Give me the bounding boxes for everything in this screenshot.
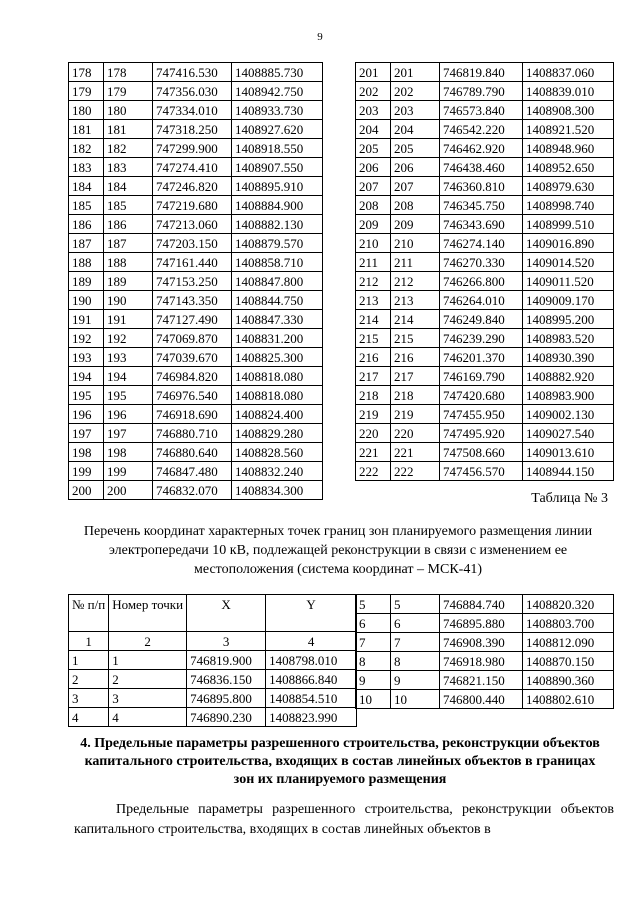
x-coordinate-cell: 747203.150: [153, 234, 232, 253]
y-coordinate-cell: 1409011.520: [523, 272, 614, 291]
point-id-cell: 192: [104, 329, 153, 348]
y-coordinate-cell: 1409014.520: [523, 253, 614, 272]
point-number-cell: 202: [356, 82, 391, 101]
point-number-cell: 198: [69, 443, 104, 462]
y-coordinate-cell: 1408847.330: [232, 310, 323, 329]
table-numbering-row: [69, 632, 357, 651]
table-row: [356, 348, 614, 367]
table-row: [356, 101, 614, 120]
table-row: [356, 253, 614, 272]
point-id-cell: 221: [391, 443, 440, 462]
point-id-cell: 191: [104, 310, 153, 329]
point-id-cell: 204: [391, 120, 440, 139]
x-coordinate-cell: 746274.140: [440, 234, 523, 253]
table-header-row: [69, 595, 357, 632]
point-number-cell: 217: [356, 367, 391, 386]
x-coordinate-cell: 747495.920: [440, 424, 523, 443]
table-row: [356, 177, 614, 196]
point-number-cell: 199: [69, 462, 104, 481]
table-row: [356, 310, 614, 329]
point-number-cell: 187: [69, 234, 104, 253]
header-number: № п/п: [69, 595, 109, 632]
point-id-cell: 183: [104, 158, 153, 177]
x-coordinate-cell: 747039.670: [153, 348, 232, 367]
y-coordinate-cell: 1408918.550: [232, 139, 323, 158]
y-coordinate-cell: 1408933.730: [232, 101, 323, 120]
table-row: [356, 329, 614, 348]
x-coordinate-cell: 747153.250: [153, 272, 232, 291]
point-number-cell: 206: [356, 158, 391, 177]
table-row: [69, 367, 323, 386]
point-id-cell: 216: [391, 348, 440, 367]
table-title: Перечень координат характерных точек границ зон планируемого размещения линии электропередачи 10 кВ, подлежащей реконструкции в связи с изменением ее местоположения (система координат – МСК-41): [83, 524, 593, 577]
x-coordinate-cell: 746343.690: [440, 215, 523, 234]
point-id-cell: 9: [391, 671, 440, 690]
y-coordinate-cell: 1408847.800: [232, 272, 323, 291]
y-coordinate-cell: 1408890.360: [523, 671, 614, 690]
x-coordinate-cell: 746239.290: [440, 329, 523, 348]
x-coordinate-cell: 746360.810: [440, 177, 523, 196]
table-row: [356, 595, 614, 614]
y-coordinate-cell: 1409027.540: [523, 424, 614, 443]
y-coordinate-cell: 1408803.700: [523, 614, 614, 633]
y-coordinate-cell: 1408834.300: [232, 481, 323, 500]
numbering-cell: 3: [187, 632, 266, 651]
y-coordinate-cell: 1408930.390: [523, 348, 614, 367]
y-coordinate-cell: 1408907.550: [232, 158, 323, 177]
x-coordinate-cell: 747508.660: [440, 443, 523, 462]
point-number-cell: 214: [356, 310, 391, 329]
y-coordinate-cell: 1408812.090: [523, 633, 614, 652]
point-number-cell: 213: [356, 291, 391, 310]
point-number-cell: 185: [69, 196, 104, 215]
point-number-cell: 6: [356, 614, 391, 633]
point-id-cell: 180: [104, 101, 153, 120]
coordinates-table-3-left: [68, 594, 357, 727]
table-caption: Таблица № 3: [531, 491, 608, 506]
point-number-cell: 200: [69, 481, 104, 500]
table-row: [356, 139, 614, 158]
point-number-cell: 7: [356, 633, 391, 652]
point-id-cell: 181: [104, 120, 153, 139]
point-id-cell: 182: [104, 139, 153, 158]
table-row: [356, 671, 614, 690]
point-number-cell: 1: [69, 651, 109, 670]
point-number-cell: 201: [356, 63, 391, 82]
point-number-cell: 207: [356, 177, 391, 196]
point-id-cell: 220: [391, 424, 440, 443]
table-row: [69, 139, 323, 158]
x-coordinate-cell: 746266.800: [440, 272, 523, 291]
point-id-cell: 202: [391, 82, 440, 101]
x-coordinate-cell: 747455.950: [440, 405, 523, 424]
point-id-cell: 184: [104, 177, 153, 196]
coordinates-table-top-left: [68, 62, 323, 500]
y-coordinate-cell: 1408824.400: [232, 405, 323, 424]
table-body: [69, 651, 357, 727]
x-coordinate-cell: 746984.820: [153, 367, 232, 386]
table-row: [69, 443, 323, 462]
point-id-cell: 10: [391, 690, 440, 709]
point-number-cell: 5: [356, 595, 391, 614]
table-row: [69, 234, 323, 253]
x-coordinate-cell: 747143.350: [153, 291, 232, 310]
coordinates-table-top-right: [355, 62, 614, 481]
table-row: [69, 215, 323, 234]
point-number-cell: 222: [356, 462, 391, 481]
point-id-cell: 195: [104, 386, 153, 405]
point-id-cell: 3: [109, 689, 187, 708]
x-coordinate-cell: 746264.010: [440, 291, 523, 310]
point-id-cell: 2: [109, 670, 187, 689]
point-number-cell: 10: [356, 690, 391, 709]
point-id-cell: 193: [104, 348, 153, 367]
x-coordinate-cell: 746836.150: [187, 670, 266, 689]
table-row: [356, 633, 614, 652]
table-row: [69, 670, 357, 689]
point-number-cell: 208: [356, 196, 391, 215]
point-number-cell: 180: [69, 101, 104, 120]
table-row: [69, 272, 323, 291]
table-row: [356, 405, 614, 424]
point-id-cell: 205: [391, 139, 440, 158]
y-coordinate-cell: 1408921.520: [523, 120, 614, 139]
point-id-cell: 4: [109, 708, 187, 727]
table-row: [69, 82, 323, 101]
table-row: [356, 120, 614, 139]
point-id-cell: 222: [391, 462, 440, 481]
point-number-cell: 178: [69, 63, 104, 82]
y-coordinate-cell: 1408837.060: [523, 63, 614, 82]
table-row: [356, 443, 614, 462]
y-coordinate-cell: 1409009.170: [523, 291, 614, 310]
point-number-cell: 211: [356, 253, 391, 272]
y-coordinate-cell: 1408885.730: [232, 63, 323, 82]
y-coordinate-cell: 1408948.960: [523, 139, 614, 158]
point-id-cell: 206: [391, 158, 440, 177]
y-coordinate-cell: 1409013.610: [523, 443, 614, 462]
point-id-cell: 201: [391, 63, 440, 82]
y-coordinate-cell: 1408983.520: [523, 329, 614, 348]
point-number-cell: 9: [356, 671, 391, 690]
table-row: [69, 481, 323, 500]
x-coordinate-cell: 746270.330: [440, 253, 523, 272]
y-coordinate-cell: 1408998.740: [523, 196, 614, 215]
y-coordinate-cell: 1408828.560: [232, 443, 323, 462]
y-coordinate-cell: 1408831.200: [232, 329, 323, 348]
point-number-cell: 3: [69, 689, 109, 708]
x-coordinate-cell: 746976.540: [153, 386, 232, 405]
table-row: [356, 424, 614, 443]
x-coordinate-cell: 747213.060: [153, 215, 232, 234]
point-id-cell: 207: [391, 177, 440, 196]
point-number-cell: 186: [69, 215, 104, 234]
point-id-cell: 185: [104, 196, 153, 215]
x-coordinate-cell: 747299.900: [153, 139, 232, 158]
y-coordinate-cell: 1408999.510: [523, 215, 614, 234]
header-x: X: [187, 595, 266, 632]
point-number-cell: 190: [69, 291, 104, 310]
x-coordinate-cell: 746832.070: [153, 481, 232, 500]
y-coordinate-cell: 1408832.240: [232, 462, 323, 481]
y-coordinate-cell: 1408839.010: [523, 82, 614, 101]
point-id-cell: 199: [104, 462, 153, 481]
y-coordinate-cell: 1408844.750: [232, 291, 323, 310]
table-row: [69, 177, 323, 196]
point-number-cell: 184: [69, 177, 104, 196]
x-coordinate-cell: 746895.880: [440, 614, 523, 633]
x-coordinate-cell: 746819.900: [187, 651, 266, 670]
table-row: [69, 196, 323, 215]
table-row: [356, 690, 614, 709]
y-coordinate-cell: 1408870.150: [523, 652, 614, 671]
x-coordinate-cell: 746819.840: [440, 63, 523, 82]
y-coordinate-cell: 1408979.630: [523, 177, 614, 196]
point-number-cell: 194: [69, 367, 104, 386]
x-coordinate-cell: 746895.800: [187, 689, 266, 708]
table-body: [356, 595, 614, 709]
point-id-cell: 189: [104, 272, 153, 291]
point-id-cell: 215: [391, 329, 440, 348]
x-coordinate-cell: 746918.690: [153, 405, 232, 424]
point-number-cell: 4: [69, 708, 109, 727]
y-coordinate-cell: 1408818.080: [232, 386, 323, 405]
point-number-cell: 192: [69, 329, 104, 348]
table-row: [356, 386, 614, 405]
point-number-cell: 204: [356, 120, 391, 139]
y-coordinate-cell: 1408820.320: [523, 595, 614, 614]
x-coordinate-cell: 746908.390: [440, 633, 523, 652]
table-row: [69, 386, 323, 405]
x-coordinate-cell: 747416.530: [153, 63, 232, 82]
y-coordinate-cell: 1409002.130: [523, 405, 614, 424]
x-coordinate-cell: 746249.840: [440, 310, 523, 329]
point-id-cell: 218: [391, 386, 440, 405]
y-coordinate-cell: 1408995.200: [523, 310, 614, 329]
point-id-cell: 187: [104, 234, 153, 253]
point-number-cell: 205: [356, 139, 391, 158]
y-coordinate-cell: 1408823.990: [266, 708, 357, 727]
header-y: Y: [266, 595, 357, 632]
coordinates-table-3-right: [355, 594, 614, 709]
point-id-cell: 217: [391, 367, 440, 386]
point-id-cell: 194: [104, 367, 153, 386]
x-coordinate-cell: 747318.250: [153, 120, 232, 139]
point-number-cell: 212: [356, 272, 391, 291]
y-coordinate-cell: 1408798.010: [266, 651, 357, 670]
point-number-cell: 209: [356, 215, 391, 234]
point-number-cell: 181: [69, 120, 104, 139]
table-row: [356, 63, 614, 82]
table-row: [69, 253, 323, 272]
point-number-cell: 218: [356, 386, 391, 405]
x-coordinate-cell: 746573.840: [440, 101, 523, 120]
point-number-cell: 196: [69, 405, 104, 424]
numbering-cell: 2: [109, 632, 187, 651]
table-body: [356, 63, 614, 481]
table-row: [69, 291, 323, 310]
point-id-cell: 214: [391, 310, 440, 329]
point-number-cell: 193: [69, 348, 104, 367]
table-row: [356, 158, 614, 177]
x-coordinate-cell: 746789.790: [440, 82, 523, 101]
point-number-cell: 2: [69, 670, 109, 689]
x-coordinate-cell: 746201.370: [440, 348, 523, 367]
x-coordinate-cell: 747219.680: [153, 196, 232, 215]
point-id-cell: 1: [109, 651, 187, 670]
point-id-cell: 188: [104, 253, 153, 272]
y-coordinate-cell: 1408884.900: [232, 196, 323, 215]
y-coordinate-cell: 1408882.920: [523, 367, 614, 386]
x-coordinate-cell: 746438.460: [440, 158, 523, 177]
table-row: [69, 348, 323, 367]
point-number-cell: 219: [356, 405, 391, 424]
point-number-cell: 183: [69, 158, 104, 177]
x-coordinate-cell: 746542.220: [440, 120, 523, 139]
body-paragraph: Предельные параметры разрешенного строительства, реконструкции объектов капитального строительства, входящих в состав линейных объектов в: [74, 802, 614, 837]
point-id-cell: 186: [104, 215, 153, 234]
table-row: [356, 196, 614, 215]
point-id-cell: 6: [391, 614, 440, 633]
y-coordinate-cell: 1408802.610: [523, 690, 614, 709]
point-id-cell: 178: [104, 63, 153, 82]
table-row: [356, 234, 614, 253]
section-heading: 4. Предельные параметры разрешенного строительства, реконструкции объектов капитального строительства, входящих в состав линейных объектов в границах зон их планируемого размещения: [80, 736, 600, 787]
table-row: [356, 462, 614, 481]
x-coordinate-cell: 746880.640: [153, 443, 232, 462]
y-coordinate-cell: 1408908.300: [523, 101, 614, 120]
y-coordinate-cell: 1408927.620: [232, 120, 323, 139]
x-coordinate-cell: 747334.010: [153, 101, 232, 120]
point-id-cell: 190: [104, 291, 153, 310]
x-coordinate-cell: 747069.870: [153, 329, 232, 348]
point-id-cell: 198: [104, 443, 153, 462]
point-number-cell: 215: [356, 329, 391, 348]
point-number-cell: 216: [356, 348, 391, 367]
point-number-cell: 188: [69, 253, 104, 272]
numbering-cell: 4: [266, 632, 357, 651]
numbering-cell: 1: [69, 632, 109, 651]
point-id-cell: 208: [391, 196, 440, 215]
y-coordinate-cell: 1408825.300: [232, 348, 323, 367]
point-number-cell: 182: [69, 139, 104, 158]
x-coordinate-cell: 746462.920: [440, 139, 523, 158]
x-coordinate-cell: 747161.440: [153, 253, 232, 272]
point-id-cell: 219: [391, 405, 440, 424]
y-coordinate-cell: 1408944.150: [523, 462, 614, 481]
x-coordinate-cell: 746800.440: [440, 690, 523, 709]
point-number-cell: 220: [356, 424, 391, 443]
header-point: Номер точки: [109, 595, 187, 632]
point-id-cell: 209: [391, 215, 440, 234]
point-id-cell: 7: [391, 633, 440, 652]
x-coordinate-cell: 747127.490: [153, 310, 232, 329]
table-body: [69, 63, 323, 500]
table-row: [356, 82, 614, 101]
x-coordinate-cell: 746890.230: [187, 708, 266, 727]
y-coordinate-cell: 1408818.080: [232, 367, 323, 386]
table-row: [69, 689, 357, 708]
y-coordinate-cell: 1409016.890: [523, 234, 614, 253]
table-row: [356, 291, 614, 310]
x-coordinate-cell: 747356.030: [153, 82, 232, 101]
table-row: [69, 708, 357, 727]
table-row: [69, 310, 323, 329]
y-coordinate-cell: 1408983.900: [523, 386, 614, 405]
point-id-cell: 200: [104, 481, 153, 500]
x-coordinate-cell: 746880.710: [153, 424, 232, 443]
y-coordinate-cell: 1408895.910: [232, 177, 323, 196]
point-id-cell: 8: [391, 652, 440, 671]
table-row: [69, 424, 323, 443]
point-number-cell: 179: [69, 82, 104, 101]
page-number: 9: [317, 31, 323, 43]
table-row: [69, 329, 323, 348]
table-row: [69, 405, 323, 424]
x-coordinate-cell: 746884.740: [440, 595, 523, 614]
point-number-cell: 195: [69, 386, 104, 405]
point-number-cell: 197: [69, 424, 104, 443]
point-number-cell: 191: [69, 310, 104, 329]
table-row: [69, 651, 357, 670]
y-coordinate-cell: 1408858.710: [232, 253, 323, 272]
x-coordinate-cell: 746821.150: [440, 671, 523, 690]
x-coordinate-cell: 747274.410: [153, 158, 232, 177]
x-coordinate-cell: 747420.680: [440, 386, 523, 405]
y-coordinate-cell: 1408866.840: [266, 670, 357, 689]
table-row: [356, 215, 614, 234]
table-row: [69, 158, 323, 177]
point-id-cell: 179: [104, 82, 153, 101]
point-id-cell: 196: [104, 405, 153, 424]
y-coordinate-cell: 1408942.750: [232, 82, 323, 101]
point-id-cell: 5: [391, 595, 440, 614]
point-number-cell: 8: [356, 652, 391, 671]
table-row: [356, 367, 614, 386]
y-coordinate-cell: 1408854.510: [266, 689, 357, 708]
point-number-cell: 210: [356, 234, 391, 253]
x-coordinate-cell: 747456.570: [440, 462, 523, 481]
x-coordinate-cell: 746345.750: [440, 196, 523, 215]
point-id-cell: 213: [391, 291, 440, 310]
point-number-cell: 203: [356, 101, 391, 120]
table-row: [69, 462, 323, 481]
x-coordinate-cell: 746847.480: [153, 462, 232, 481]
x-coordinate-cell: 746169.790: [440, 367, 523, 386]
table-row: [356, 614, 614, 633]
point-number-cell: 189: [69, 272, 104, 291]
table-row: [69, 120, 323, 139]
x-coordinate-cell: 746918.980: [440, 652, 523, 671]
x-coordinate-cell: 747246.820: [153, 177, 232, 196]
point-number-cell: 221: [356, 443, 391, 462]
y-coordinate-cell: 1408882.130: [232, 215, 323, 234]
y-coordinate-cell: 1408829.280: [232, 424, 323, 443]
point-id-cell: 210: [391, 234, 440, 253]
y-coordinate-cell: 1408952.650: [523, 158, 614, 177]
point-id-cell: 203: [391, 101, 440, 120]
table-row: [69, 101, 323, 120]
point-id-cell: 197: [104, 424, 153, 443]
table-row: [356, 652, 614, 671]
table-row: [69, 63, 323, 82]
y-coordinate-cell: 1408879.570: [232, 234, 323, 253]
point-id-cell: 212: [391, 272, 440, 291]
table-row: [356, 272, 614, 291]
point-id-cell: 211: [391, 253, 440, 272]
